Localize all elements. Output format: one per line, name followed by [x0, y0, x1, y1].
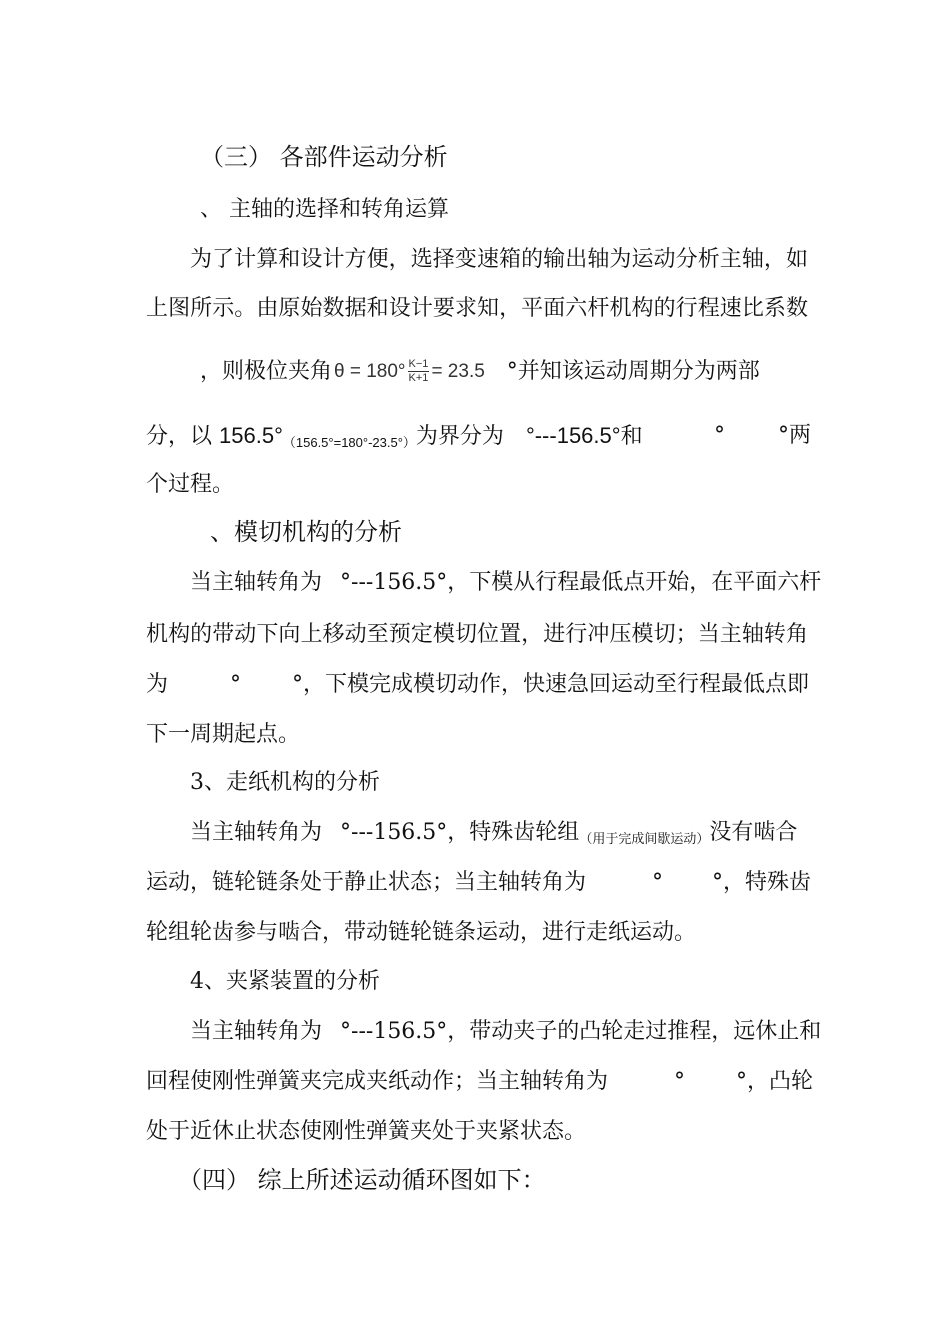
sub4-line3: 处于近休止状态使刚性弹簧夹处于夹紧状态。 — [146, 1119, 587, 1144]
sub2-line1: 当主轴转角为 °---156.5°，下模从行程最低点开始，在平面六杆 — [190, 570, 822, 595]
theta-formula: θ = 180° $\frac{K-1}{K+1}$ = 23.5 — [334, 358, 485, 385]
sub3-line2: 运动，链轮链条处于静止状态；当主轴转角为 ° °，特殊齿 — [146, 870, 812, 895]
sub1-line5: 个过程。 — [146, 472, 235, 497]
sub3-line3: 轮组轮齿参与啮合，带动链轮链条运动，进行走纸运动。 — [146, 920, 697, 945]
sub1-line2: 上图所示。由原始数据和设计要求知，平面六杆机构的行程速比系数 — [146, 296, 808, 321]
sub4-line2: 回程使刚性弹簧夹完成夹纸动作；当主轴转角为 ° °，凸轮 — [146, 1069, 814, 1094]
sub1-title: 、 主轴的选择和转角运算 — [200, 197, 449, 222]
sub2-title: 、模切机构的分析 — [210, 518, 402, 546]
sub4-line1: 当主轴转角为 °---156.5°，带动夹子的凸轮走过推程，远休止和 — [190, 1019, 822, 1044]
sub1-line4: 分，以 156.5°（156.5°=180°-23.5°）为界分为 °---156.5°和 ° °两 — [146, 423, 812, 450]
section4-heading: （四） 综上所述运动循环图如下： — [178, 1166, 546, 1194]
section3-heading: （三） 各部件运动分析 — [200, 143, 448, 171]
sub3-title: 3、走纸机构的分析 — [190, 770, 380, 795]
sub4-title: 4、夹紧装置的分析 — [190, 969, 380, 994]
sub2-line2: 机构的带动下向上移动至预定模切位置，进行冲压模切；当主轴转角 — [146, 622, 808, 647]
sub2-line3: 为 ° °，下模完成模切动作，快速急回运动至行程最低点即 — [146, 672, 810, 697]
sub1-line3: ，则极位夹角 θ = 180° $\frac{K-1}{K+1}$ = 23.5 °并知该运动周期分为两部 — [200, 357, 760, 387]
sub1-line1: 为了计算和设计方便，选择变速箱的输出轴为运动分析主轴，如 — [190, 247, 808, 272]
sub2-line4: 下一周期起点。 — [146, 722, 301, 747]
sub3-line1: 当主轴转角为 °---156.5°，特殊齿轮组（用于完成间歇运动）没有啮合 — [190, 820, 798, 847]
